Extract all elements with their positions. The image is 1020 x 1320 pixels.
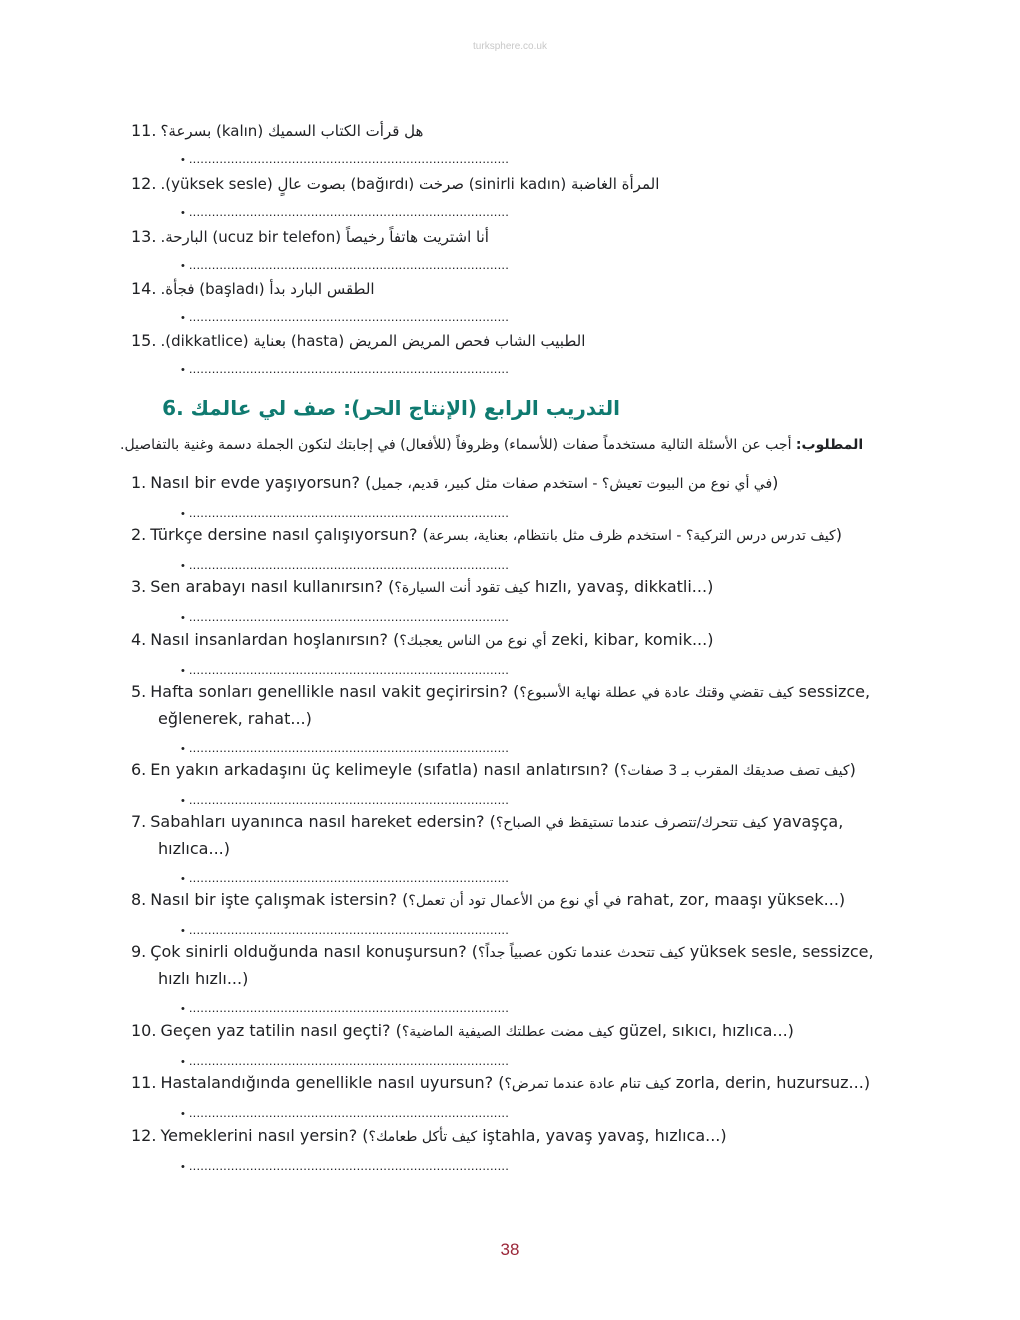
question-continuation: hızlıca...) (158, 839, 230, 858)
question-number: 9. (131, 942, 147, 961)
answer-dots: .................................................................................... (188, 151, 510, 166)
answer-dots: .................................................................................... (188, 792, 510, 807)
question-turkish: Geçen yaz tatilin nasıl geçti? ( (160, 1021, 402, 1040)
bullet-icon: • (181, 260, 185, 272)
question-item (131, 1070, 911, 1097)
answer-line[interactable] (181, 922, 581, 939)
bullet-icon: • (181, 665, 185, 677)
question-text: أنا اشتريت هاتفاً رخيصاً (ucuz bir telefon) البارحة. (160, 228, 489, 246)
question-options: sessizce, (793, 682, 871, 701)
bullet-icon: • (181, 925, 185, 937)
bullet-icon: • (181, 508, 185, 520)
question-arabic-hint: كيف تقضي وقتك عادة في عطلة نهاية الأسبوع؟ (519, 685, 794, 701)
question-number: 14. (131, 279, 157, 298)
answer-line[interactable] (181, 361, 581, 378)
question-continuation: hızlı hızlı...) (158, 969, 249, 988)
bullet-icon: • (181, 207, 185, 219)
answer-dots: .................................................................................... (188, 257, 510, 272)
bullet-icon: • (181, 1161, 185, 1173)
question-turkish: Türkçe dersine nasıl çalışıyorsun? ( (150, 525, 429, 544)
question-options: hızlı, yavaş, dikkatli...) (529, 577, 714, 596)
answer-dots: .................................................................................... (188, 662, 510, 677)
question-item (131, 118, 911, 144)
question-item (131, 522, 911, 549)
bullet-icon: • (181, 1108, 185, 1120)
bullet-icon: • (181, 1056, 185, 1068)
question-options: ) (835, 525, 842, 544)
bullet-icon: • (181, 312, 185, 324)
question-turkish: Çok sinirli olduğunda nasıl konuşursun? ( (150, 942, 479, 961)
question-number: 5. (131, 682, 147, 701)
question-item (131, 679, 911, 732)
question-item (131, 809, 911, 862)
question-item (131, 939, 911, 992)
answer-line[interactable] (181, 1053, 581, 1070)
question-number: 13. (131, 227, 157, 246)
answer-line[interactable] (181, 870, 581, 887)
question-item (131, 1123, 911, 1150)
question-number: 4. (131, 630, 147, 649)
question-options: ) (772, 473, 779, 492)
question-number: 8. (131, 890, 147, 909)
answer-line[interactable] (181, 662, 581, 679)
question-arabic-hint: في أي نوع من البيوت تعيش؟ - استخدم صفات مثل كبير، قديم، جميل (371, 476, 773, 492)
instruction-text: أجب عن الأسئلة التالية مستخدماً صفات (للأسماء) وظروفاً (للأفعال) في إجابتك لتكون الجملة دسمة وغنية بالتفاصيل. (120, 437, 796, 453)
question-arabic-hint: كيف تقود أنت السيارة؟ (394, 580, 530, 596)
question-item (131, 276, 911, 302)
question-continuation: eğlenerek, rahat...) (158, 709, 312, 728)
answer-dots: .................................................................................... (188, 204, 510, 219)
bullet-icon: • (181, 154, 185, 166)
question-item (131, 574, 911, 601)
question-turkish: Sen arabayı nasıl kullanırsın? ( (150, 577, 395, 596)
question-item (131, 470, 911, 497)
question-turkish: Sabahları uyanınca nasıl hareket edersin? ( (150, 812, 496, 831)
question-turkish: En yakın arkadaşını üç kelimeyle (sıfatla) nasıl anlatırsın? ( (150, 760, 620, 779)
answer-line[interactable] (181, 1158, 581, 1175)
question-item (131, 1018, 911, 1045)
question-arabic-hint: كيف تتحدث عندما تكون عصبياً جداً؟ (478, 945, 685, 961)
question-number: 6. (131, 760, 147, 779)
answer-dots: .................................................................................... (188, 1158, 510, 1173)
question-arabic-hint: كيف تنام عادة عندما تمرض؟ (504, 1076, 671, 1092)
question-number: 10. (131, 1021, 157, 1040)
answer-line[interactable] (181, 309, 581, 326)
question-number: 2. (131, 525, 147, 544)
answer-dots: .................................................................................... (188, 1000, 510, 1015)
section-heading: التدريب الرابع (الإنتاج الحر): صف لي عالمك .6 (162, 396, 620, 420)
answer-dots: .................................................................................... (188, 361, 510, 376)
answer-dots: .................................................................................... (188, 557, 510, 572)
question-number: 7. (131, 812, 147, 831)
question-item (131, 627, 911, 654)
answer-line[interactable] (181, 151, 581, 168)
answer-line[interactable] (181, 740, 581, 757)
answer-dots: .................................................................................... (188, 740, 510, 755)
bullet-icon: • (181, 1003, 185, 1015)
answer-line[interactable] (181, 1105, 581, 1122)
answer-dots: .................................................................................... (188, 922, 510, 937)
question-number: 1. (131, 473, 147, 492)
bullet-icon: • (181, 743, 185, 755)
question-arabic-hint: في أي نوع من الأعمال تود أن تعمل؟ (408, 893, 622, 909)
answer-line[interactable] (181, 204, 581, 221)
question-turkish: Nasıl bir evde yaşıyorsun? ( (150, 473, 372, 492)
bullet-icon: • (181, 795, 185, 807)
question-turkish: Yemeklerini nasıl yersin? ( (160, 1126, 369, 1145)
answer-dots: .................................................................................... (188, 609, 510, 624)
question-options: güzel, sıkıcı, hızlıca...) (613, 1021, 794, 1040)
answer-line[interactable] (181, 1000, 581, 1017)
question-options: zorla, derin, huzursuz...) (670, 1073, 871, 1092)
question-options: iştahla, yavaş yavaş, hızlıca...) (477, 1126, 727, 1145)
question-text: هل قرأت الكتاب السميك (kalın) بسرعة؟ (160, 122, 424, 140)
question-turkish: Nasıl insanlardan hoşlanırsın? ( (150, 630, 400, 649)
question-options: yavaşça, (767, 812, 844, 831)
question-text: المرأة الغاضبة (sinirli kadın) صرخت (bağırdı) بصوت عالٍ (yüksek sesle). (160, 175, 660, 193)
question-options: rahat, zor, maaşı yüksek...) (621, 890, 846, 909)
answer-line[interactable] (181, 792, 581, 809)
question-arabic-hint: كيف تصف صديقك المقرب بـ 3 صفات؟ (619, 763, 850, 779)
question-arabic-hint: كيف مضت عطلتك الصيفية الماضية؟ (401, 1024, 614, 1040)
answer-dots: .................................................................................... (188, 1105, 510, 1120)
section-instruction (120, 433, 900, 457)
instruction-label: المطلوب: (795, 437, 864, 453)
question-options: ) (849, 760, 856, 779)
question-item (131, 224, 911, 250)
answer-line[interactable] (181, 257, 581, 274)
bullet-icon: • (181, 364, 185, 376)
answer-dots: .................................................................................... (188, 309, 510, 324)
question-number: 12. (131, 174, 157, 193)
question-number: 3. (131, 577, 147, 596)
question-options: zeki, kibar, komik...) (546, 630, 714, 649)
question-options: yüksek sesle, sessizce, (684, 942, 874, 961)
answer-dots: .................................................................................... (188, 505, 510, 520)
question-arabic-hint: كيف تأكل طعامك؟ (368, 1129, 478, 1145)
question-arabic-hint: كيف تدرس درس التركية؟ - استخدم ظرف مثل بانتظام، بعناية، بسرعة (428, 528, 836, 544)
answer-dots: .................................................................................... (188, 1053, 510, 1068)
question-turkish: Hastalandığında genellikle nasıl uyursun? ( (160, 1073, 505, 1092)
question-number: 15. (131, 331, 157, 350)
question-text: الطبيب الشاب فحص المريض المريض (hasta) بعناية (dikkatlice). (160, 332, 586, 350)
question-arabic-hint: أي نوع من الناس يعجبك؟ (399, 633, 547, 649)
question-number: 11. (131, 121, 157, 140)
question-item (131, 887, 911, 914)
answer-line[interactable] (181, 609, 581, 626)
question-item (131, 171, 911, 197)
question-number: 12. (131, 1126, 157, 1145)
question-turkish: Nasıl bir işte çalışmak istersin? ( (150, 890, 409, 909)
question-text: الطقس البارد بدأ (başladı) فجأة. (160, 280, 375, 298)
watermark: turksphere.co.uk (473, 41, 547, 52)
question-item (131, 328, 911, 354)
question-number: 11. (131, 1073, 157, 1092)
question-item (131, 757, 911, 784)
bullet-icon: • (181, 873, 185, 885)
answer-dots: .................................................................................... (188, 870, 510, 885)
answer-line[interactable] (181, 557, 581, 574)
answer-line[interactable] (181, 505, 581, 522)
page-number: 38 (500, 1240, 520, 1259)
bullet-icon: • (181, 560, 185, 572)
bullet-icon: • (181, 612, 185, 624)
question-turkish: Hafta sonları genellikle nasıl vakit geçirirsin? ( (150, 682, 520, 701)
question-arabic-hint: كيف تتحرك/تتصرف عندما تستيقظ في الصباح؟ (495, 815, 768, 831)
